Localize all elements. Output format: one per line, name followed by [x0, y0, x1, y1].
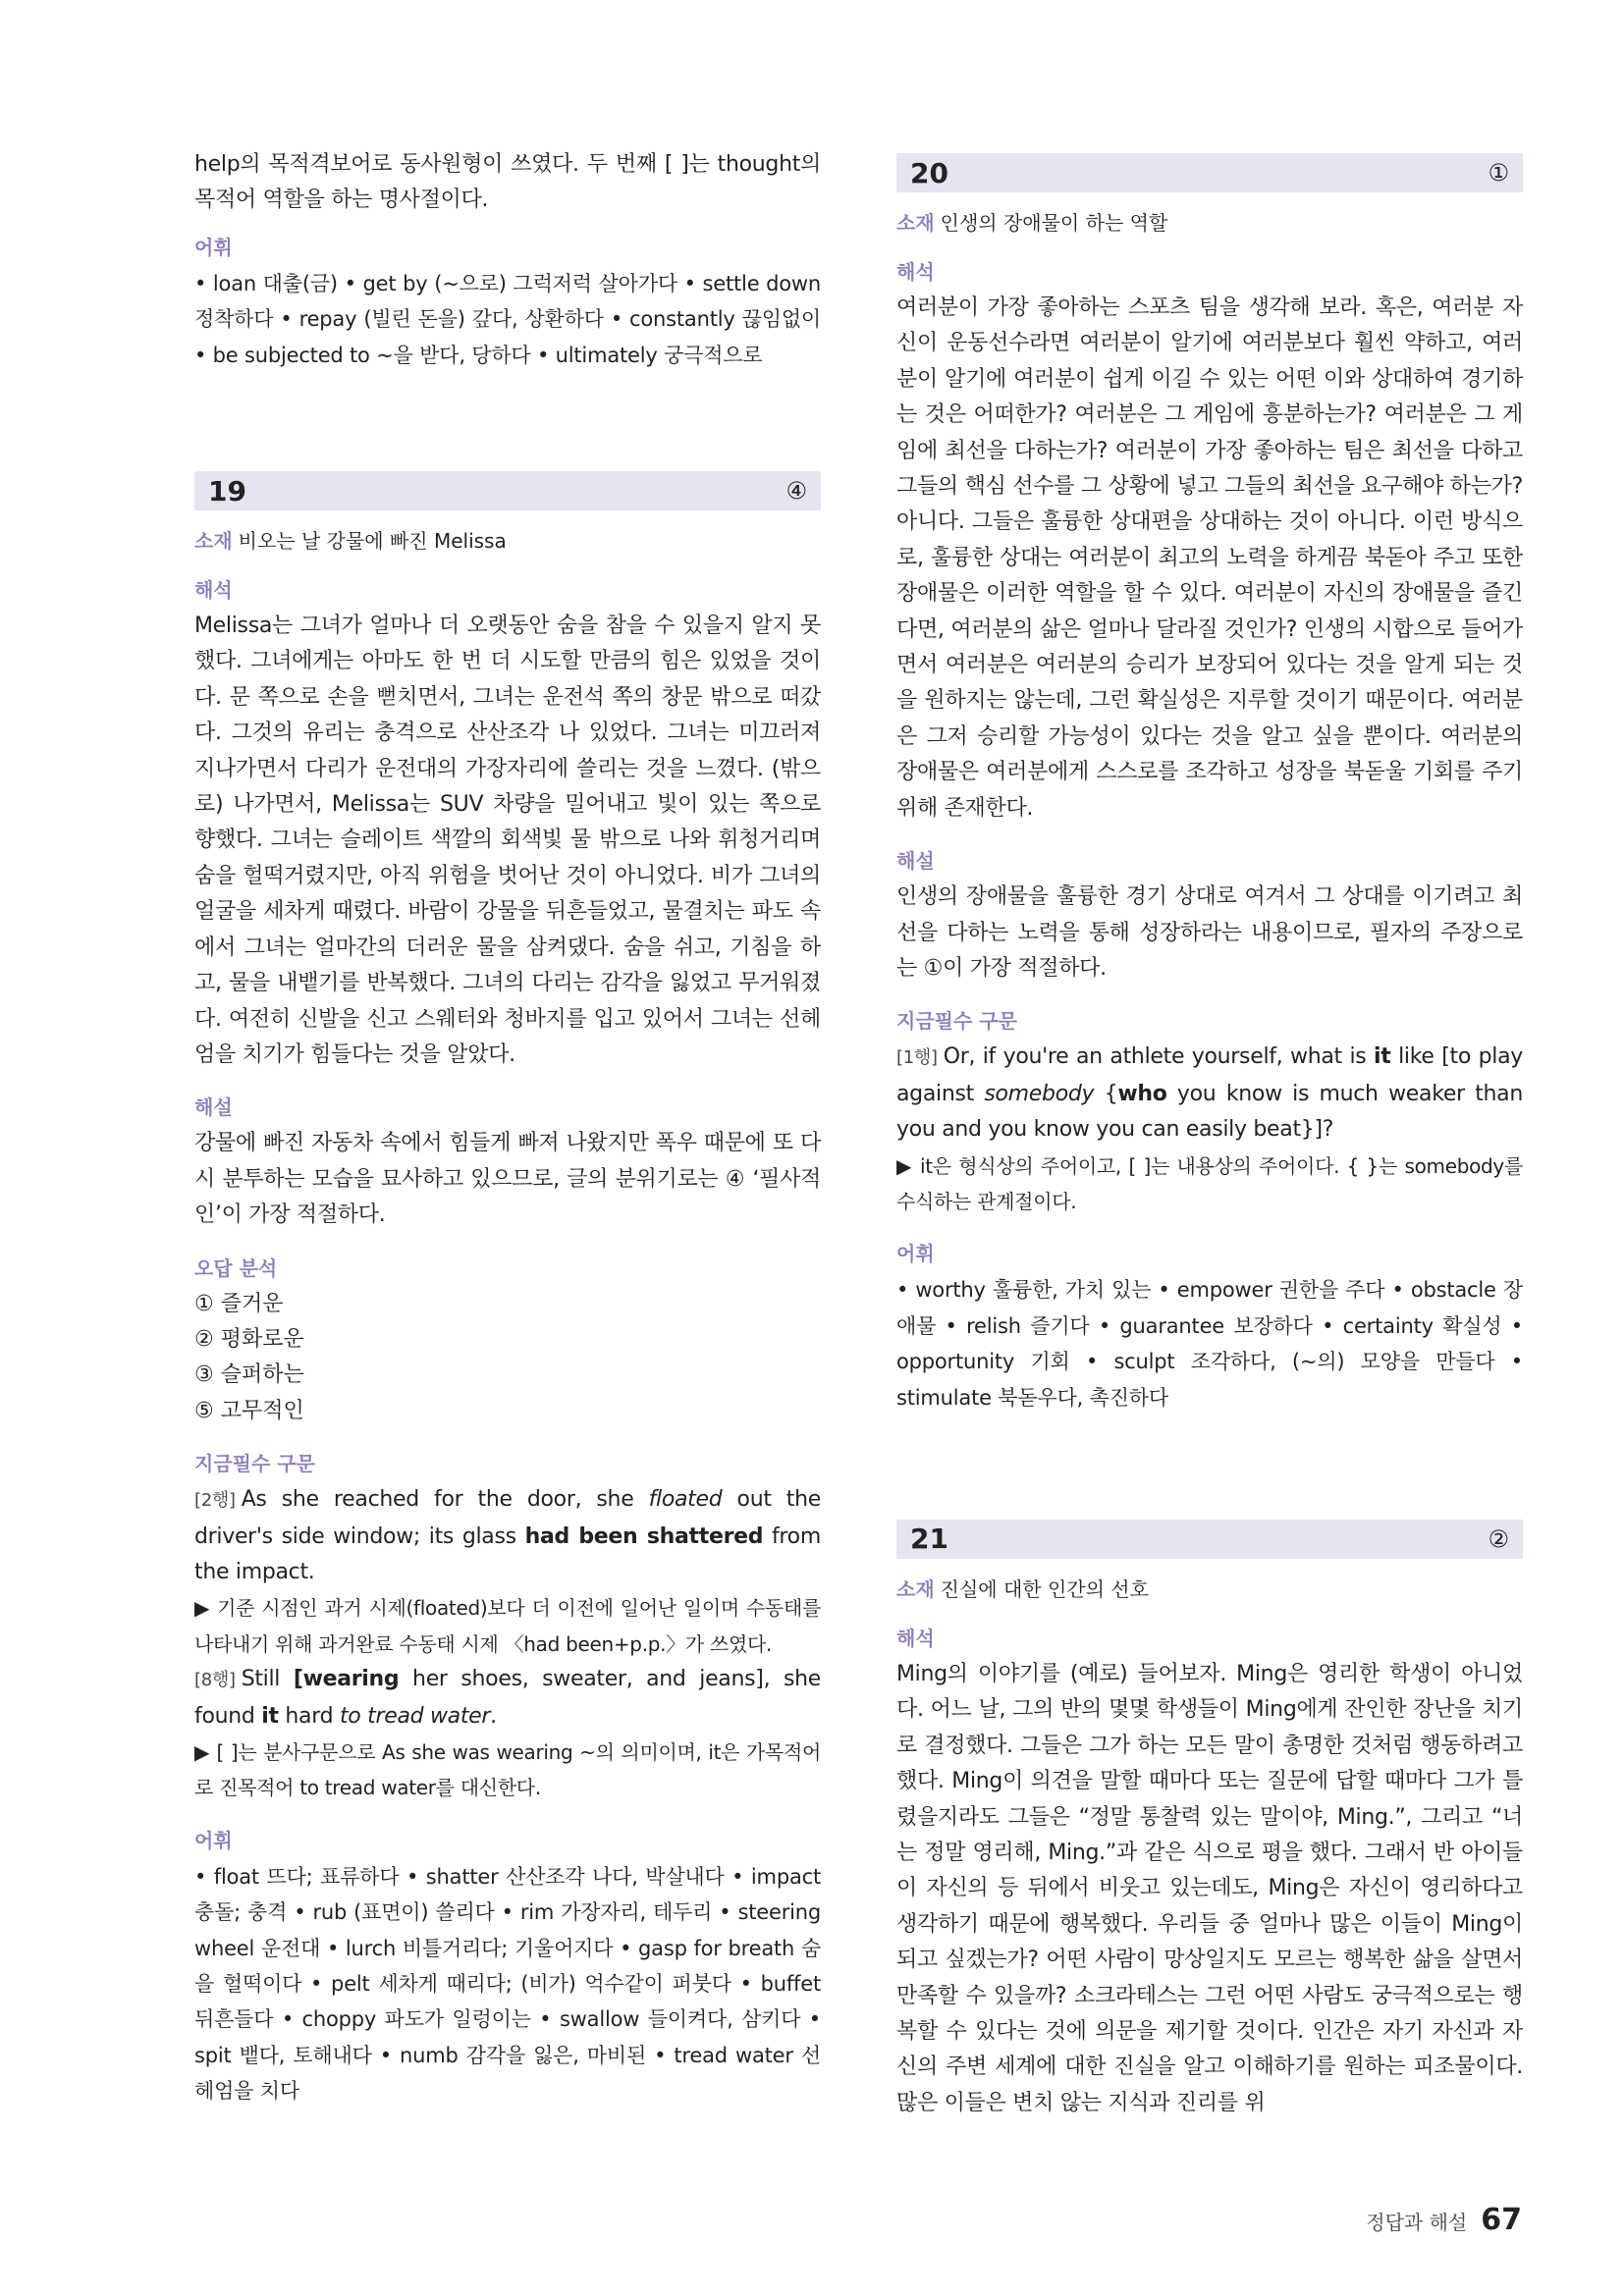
left-column	[194, 147, 821, 2109]
wrong-option: ③ 슬퍼하는	[194, 1362, 304, 1388]
wrong-answer-heading: 오답 분석	[194, 1255, 278, 1280]
topic-line	[896, 208, 1523, 238]
question-20-bar	[896, 153, 1523, 192]
footer-title: 정답과 해설	[1366, 2211, 1468, 2234]
grammar-note-1: ▶ 기준 시점인 과거 시제(floated)보다 더 이전에 일어난 일이며 수동태를 나타내기 위해 과거완료 수동태 시제 〈had been+p.p.〉가 쓰였다.	[194, 1596, 821, 1656]
intro-vocab-heading: 어휘	[194, 235, 233, 259]
intro-vocab-list: • loan 대출(금) • get by (~으로) 그럭저럭 살아가다 • settle down 정착하다 • repay (빌린 돈을) 갚다, 상환하다 • constantly 끊임없이 • be subjected to ~을 받다, 당하다 • ultimately 궁극적으로	[194, 271, 821, 367]
grammar-sentence-2: [8행] Still [wearing her shoes, sweater, and jeans], she found it hard to tread water.	[194, 1667, 821, 1729]
answer-mark: ①	[1488, 159, 1509, 187]
explanation-heading: 해설	[194, 1095, 233, 1120]
topic-line	[896, 1575, 1523, 1604]
question-number: 20	[910, 156, 948, 189]
translation-text: 여러분이 가장 좋아하는 스포츠 팀을 생각해 보라. 혹은, 여러분 자신이 운동선수라면 여러분이 알기에 여러분보다 훨씬 약하고, 여러분이 알기에 여러분이 쉽게 이길 수 있는 어떤 이와 상대하여 경기하는 것은 어떠한가? 여러분은 그 게임에 흥분하는가? 여러분은 그 게임에 최선을 다하는가? 여러분이 가장 좋아하는 팀은 최선을 다하고 그들의 핵심 선수를 그 상황에 넣고 그들의 최선을 요구해야 하는가? 아니다. 그들은 훌륭한 상대편을 상대하는 것이 아니다. 이런 방식으로, 훌륭한 상대는 여러분이 최고의 노력을 하게끔 북돋아 주고 또한 장애물은 이러한 역할을 할 수 있다. 여러분이 자신의 장애물을 즐긴다면, 여러분의 삶은 얼마나 달라질 것인가? 인생의 시합으로 들어가면서 여러분은 여러분의 승리가 보장되어 있다는 것을 알게 되는 것을 원하지는 않는데, 그런 확실성은 지루할 것이기 때문이다. 여러분은 그저 승리할 가능성이 있다는 것을 알고 싶을 뿐이다. 여러분의 장애물은 여러분에게 스스로를 조각하고 성장을 북돋울 기회를 주기 위해 존재한다.	[896, 295, 1523, 821]
explanation-text: 강물에 빠진 자동차 속에서 힘들게 빠져 나왔지만 폭우 때문에 또 다시 분투하는 모습을 묘사하고 있으므로, 글의 분위기로는 ④ ‘필사적인’이 가장 적절하다.	[194, 1131, 821, 1228]
topic-text: 진실에 대한 인간의 선호	[940, 1576, 1149, 1601]
answer-mark: ②	[1488, 1524, 1509, 1553]
topic-line	[194, 526, 821, 556]
grammar-note-1: ▶ it은 형식상의 주어이고, [ ]는 내용상의 주어이다. { }는 somebody를 수식하는 관계절이다.	[896, 1153, 1523, 1213]
wrong-option: ② 평화로운	[194, 1326, 304, 1352]
grammar-sentence-1: [2행] As she reached for the door, she floated out the driver's side window; its glass had been shattered from the impact.	[194, 1487, 821, 1584]
page-number: 67	[1481, 2203, 1522, 2237]
question-21-bar	[896, 1520, 1523, 1559]
translation-text: Ming의 이야기를 (예로) 들어보자. Ming은 영리한 학생이 아니었다. 어느 날, 그의 반의 몇몇 학생들이 Ming에게 잔인한 장난을 치기로 결정했다. 그들은 그가 하는 모든 말이 총명한 것처럼 행동하려고 했다. Ming이 의견을 말할 때마다 또는 질문에 답할 때마다 그가 틀렸을지라도 그들은 “정말 통찰력 있는 말이야, Ming.”, 그리고 “너는 정말 영리해, Ming.”과 같은 식으로 평을 했다. 그래서 반 아이들이 자신의 등 뒤에서 비웃고 있는데도, Ming은 자신이 영리하다고 생각하기 때문에 행복했다. 우리들 중 얼마나 많은 이들이 Ming이 되고 싶겠는가? 어떤 사람이 망상일지도 모르는 행복한 삶을 살면서 만족할 수 있을까? 소크라테스는 그런 어떤 사람도 궁극적으로는 행복할 수 있다는 것에 의문을 제기할 것이다. 인간은 자기 자신과 자신의 주변 세계에 대한 진실을 알고 이해하기를 원하는 피조물이다. 많은 이들은 변치 않는 지식과 진리를 위	[896, 1661, 1523, 2115]
explanation-heading: 해설	[896, 849, 935, 874]
right-column	[896, 147, 1523, 2121]
explanation-text: 인생의 장애물을 훌륭한 경기 상대로 여겨서 그 상대를 이기려고 최선을 다하는 노력을 통해 성장하라는 내용이므로, 필자의 주장으로는 ①이 가장 적절하다.	[896, 884, 1523, 981]
vocab-list: • float 뜨다; 표류하다 • shatter 산산조각 나다, 박살내다 • impact 충돌; 충격 • rub (표면이) 쓸리다 • rim 가장자리, 테두리 • steering wheel 운전대 • lurch 비틀거리다; 기울어지다 • gasp for breath 숨을 헐떡이다 • pelt 세차게 때리다; (비가) 억수같이 퍼붓다 • buffet 뒤흔들다 • choppy 파도가 일렁이는 • swallow 들이켜다, 삼키다 • spit 뱉다, 토해내다 • numb 감각을 잃은, 마비된 • tread water 선헤엄을 치다	[194, 1864, 821, 2104]
topic-text: 인생의 장애물이 하는 역할	[940, 211, 1168, 235]
question-number: 19	[208, 474, 246, 507]
page-footer	[1366, 2203, 1522, 2237]
grammar-sentence-1: [1행] Or, if you're an athlete yourself, what is it like [to play against somebody {who you know is much weaker than you and you know you can easily beat}]?	[896, 1044, 1523, 1143]
translation-heading: 해석	[896, 260, 935, 284]
grammar-note-2: ▶ [ ]는 분사구문으로 As she was wearing ~의 의미이며, it은 가목적어로 진목적어 to tread water를 대신한다.	[194, 1740, 821, 1800]
vocab-heading: 어휘	[896, 1242, 935, 1266]
intro-paragraph: help의 목적격보어로 동사원형이 쓰였다. 두 번째 [ ]는 thought의 목적어 역할을 하는 명사절이다.	[194, 152, 821, 213]
wrong-option: ⑤ 고무적인	[194, 1398, 304, 1423]
grammar-heading: 지금필수 구문	[194, 1452, 315, 1476]
vocab-list: • worthy 훌륭한, 가치 있는 • empower 권한을 주다 • obstacle 장애물 • relish 즐기다 • guarantee 보장하다 • certainty 확실성 • opportunity 기회 • sculpt 조각하다, (~의) 모양을 만들다 • stimulate 북돋우다, 촉진하다	[896, 1278, 1523, 1410]
grammar-heading: 지금필수 구문	[896, 1009, 1017, 1034]
answer-mark: ④	[785, 477, 807, 506]
vocab-heading: 어휘	[194, 1828, 233, 1852]
question-number: 21	[910, 1522, 948, 1556]
translation-text: Melissa는 그녀가 얼마나 더 오랫동안 숨을 참을 수 있을지 알지 못했다. 그녀에게는 아마도 한 번 더 시도할 만큼의 힘은 있었을 것이다. 문 쪽으로 손을 뻗치면서, 그녀는 운전석 쪽의 창문 밖으로 떠갔다. 그것의 유리는 충격으로 산산조각 나 있었다. 그녀는 미끄러져 지나가면서 다리가 운전대의 가장자리에 쓸리는 것을 느꼈다. (밖으로) 나가면서, Melissa는 SUV 차량을 밀어내고 빛이 있는 쪽으로 향했다. 그녀는 슬레이트 색깔의 회색빛 물 밖으로 나와 휘청거리며 숨을 헐떡거렸지만, 아직 위험을 벗어난 것이 아니었다. 비가 그녀의 얼굴을 세차게 때렸다. 바람이 강물을 뒤흔들었고, 물결치는 파도 속에서 그녀는 얼마간의 더러운 물을 삼켜댔다. 숨을 쉬고, 기침을 하고, 물을 내뱉기를 반복했다. 그녀의 다리는 감각을 잃었고 무거워졌다. 여전히 신발을 신고 스웨터와 청바지를 입고 있어서 그녀는 선헤엄을 치기가 힘들다는 것을 알았다.	[194, 614, 821, 1067]
wrong-option: ① 즐거운	[194, 1291, 284, 1316]
topic-text: 비오는 날 강물에 빠진 Melissa	[238, 529, 507, 554]
translation-heading: 해석	[896, 1626, 935, 1650]
topic-label: 소재	[896, 1576, 935, 1601]
translation-heading: 해석	[194, 578, 233, 603]
topic-label: 소재	[896, 211, 935, 235]
topic-label: 소재	[194, 529, 233, 554]
question-19-bar	[194, 471, 821, 510]
